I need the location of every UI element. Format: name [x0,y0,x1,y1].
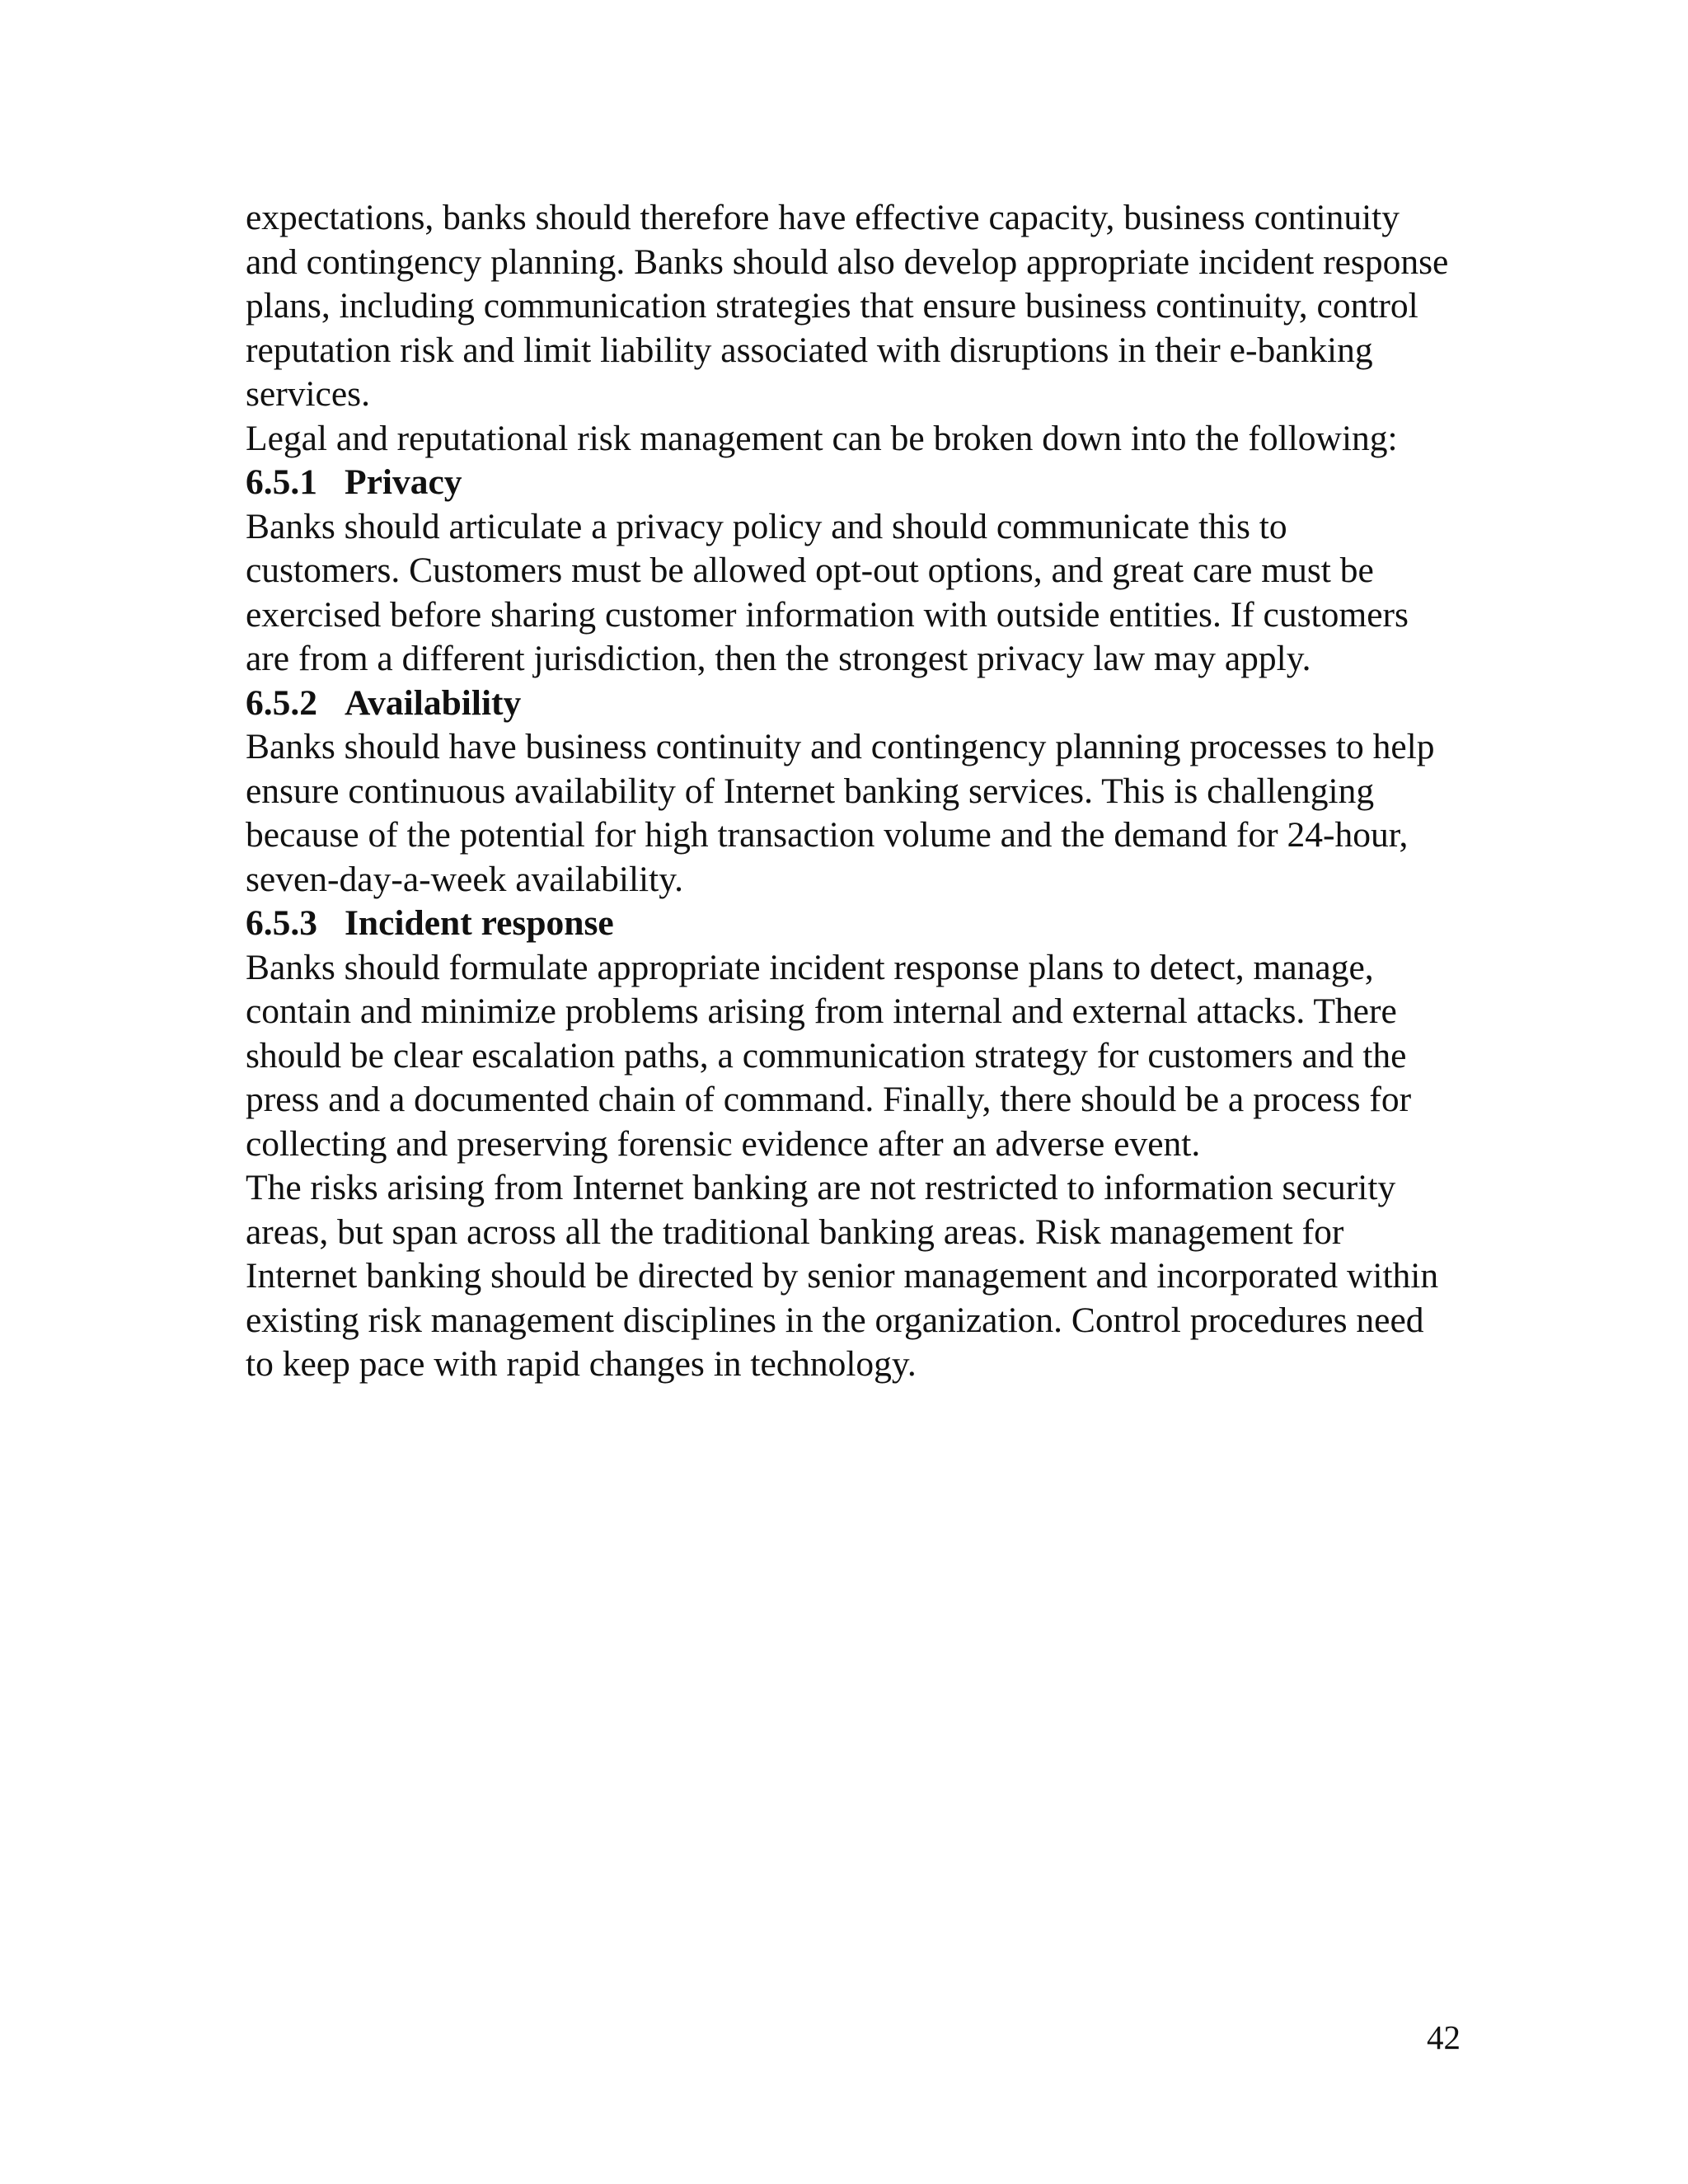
section-title: Privacy [345,462,462,502]
privacy-paragraph: Banks should articulate a privacy policy and should communicate this to customers. Customers must be allowed opt-out options, and great care must be exercised before sharing customer information with outside entities. If customers are from a different jurisdiction, then the strongest privacy law may apply. [246,506,1409,678]
availability-paragraph: Banks should have business continuity and contingency planning processes to help ensure continuous availability of Internet banking services. This is challenging because of the potential for high transaction volume and the demand for 24-hour, seven-day-a-week availability. [246,727,1435,899]
section-title: Incident response [345,903,614,943]
section-heading-availability [246,682,1449,726]
incident-response-paragraph: Banks should formulate appropriate incident response plans to detect, manage, contain and minimize problems arising from internal and external attacks. There should be clear escalation paths, a communication strategy for customers and the press and a documented chain of command. Finally, there should be a process for collecting and preserving forensic evidence after an adverse event. [246,947,1412,1164]
section-number: 6.5.1 [246,462,317,502]
legal-intro-paragraph: Legal and reputational risk management can be broken down into the following: [246,418,1398,458]
section-number: 6.5.2 [246,682,317,723]
page-content [246,196,1449,1387]
section-number: 6.5.3 [246,903,317,943]
section-heading-privacy [246,461,1449,505]
section-title: Availability [345,682,522,723]
section-heading-incident-response [246,902,1449,946]
closing-paragraph: The risks arising from Internet banking are not restricted to information security areas, but span across all the traditional banking areas. Risk management for Internet banking should be directed by senior management and incorporated within existing risk management disciplines in the organization. Control procedures need to keep pace with rapid changes in technology. [246,1168,1439,1384]
intro-paragraph: expectations, banks should therefore have effective capacity, business continuity and contingency planning. Banks should also develop appropriate incident response plans, including communication strategies that ensure business continuity, control reputation risk and limit liability associated with disruptions in their e-banking services. [246,198,1449,414]
page-number: 42 [1427,2018,1461,2056]
